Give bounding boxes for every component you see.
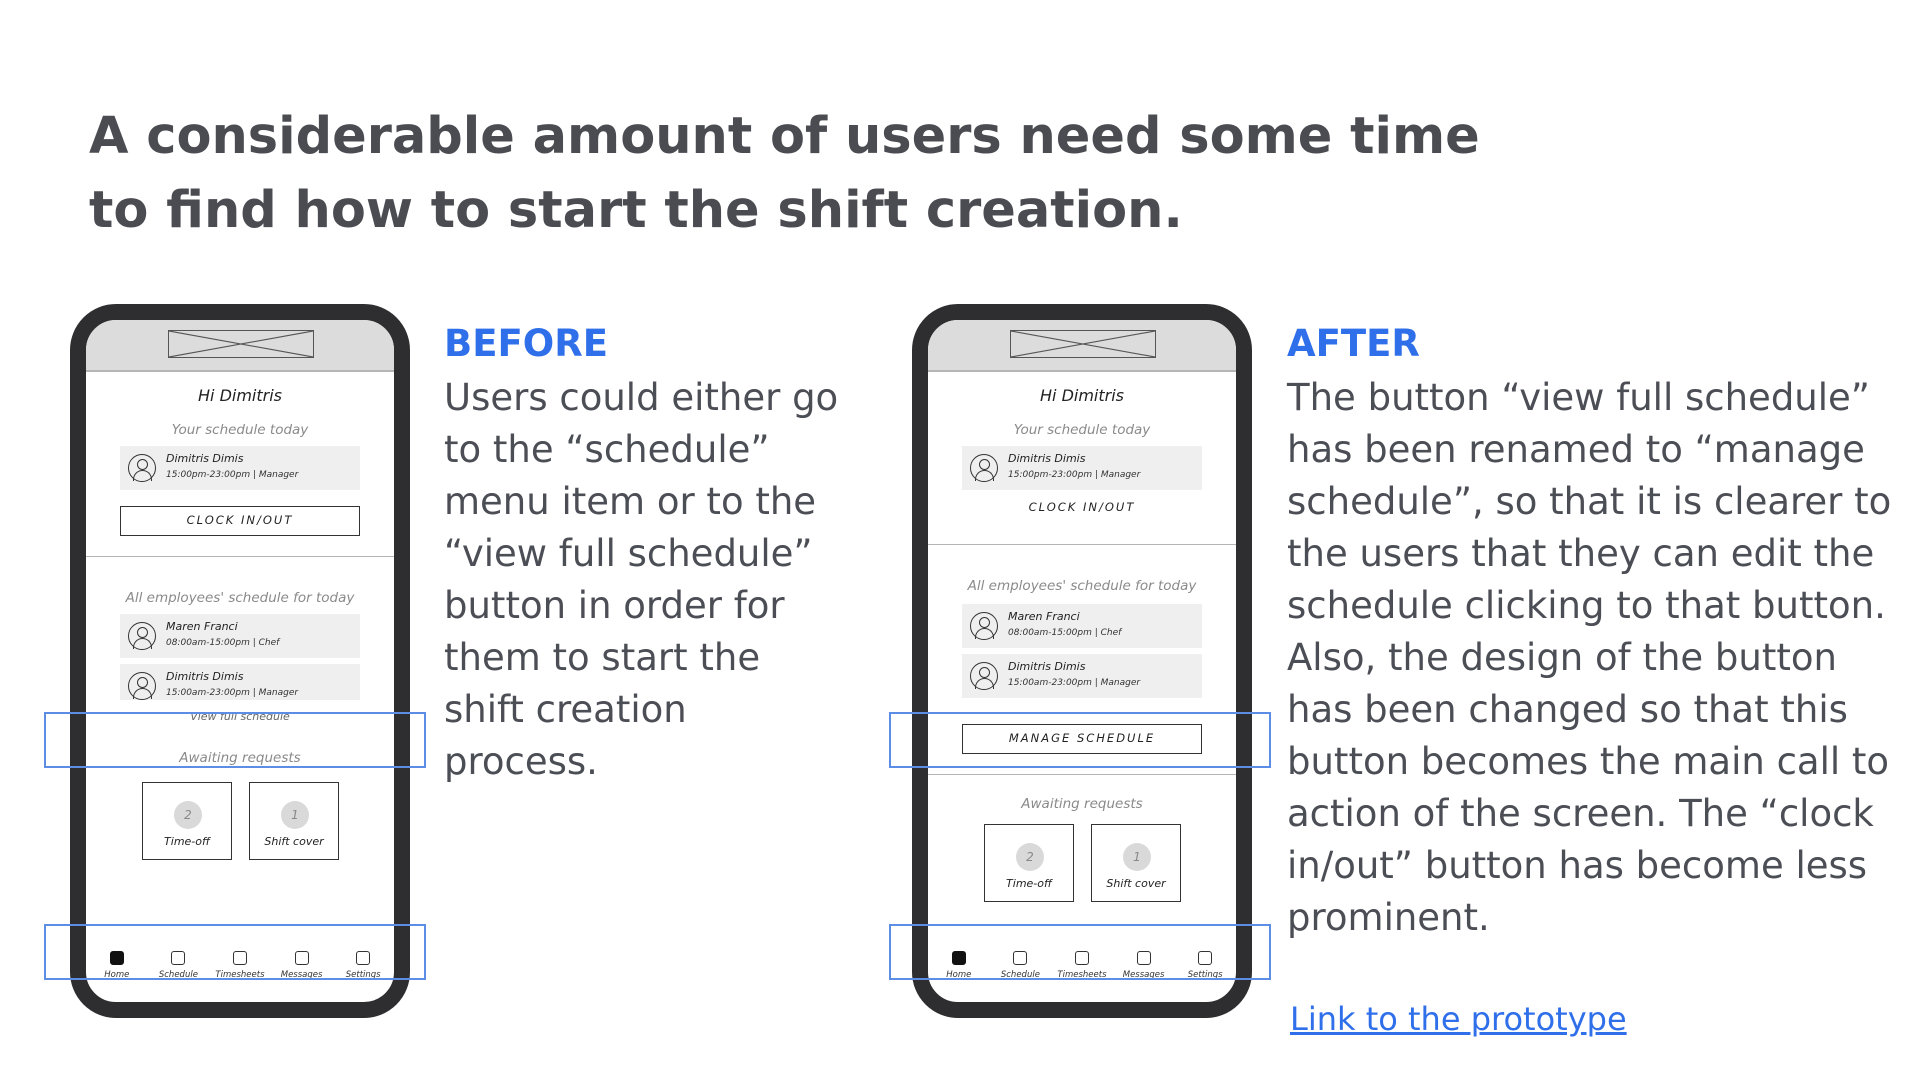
request-label: Time-off <box>164 835 210 848</box>
nav-item-home[interactable]: Home <box>929 943 989 980</box>
greeting: Hi Dimitris <box>198 386 282 405</box>
request-count-badge: 1 <box>281 801 309 829</box>
employee-detail: 15:00am-23:00pm | Manager <box>166 688 299 698</box>
awaiting-requests-label: Awaiting requests <box>1021 796 1143 812</box>
employee-name: Dimitris Dimis <box>1008 660 1086 673</box>
after-description: The button “view full schedule” has been renamed to “manage schedule”, so that it is clearer to the users that they can edit the schedule clicking to that button. Also, the design of the button has been changed so that this button becomes the main call to action of the screen. The “clock in/out” button has become less prominent. <box>1287 376 1892 939</box>
avatar-icon <box>970 662 998 690</box>
divider <box>86 556 394 557</box>
image-placeholder-icon <box>168 330 314 358</box>
request-count-badge: 2 <box>1016 843 1044 871</box>
time-off-request-card[interactable] <box>984 824 1074 902</box>
highlight-bottom-nav <box>889 924 1271 980</box>
nav-item-settings[interactable]: Settings <box>333 943 393 980</box>
schedule-today-label: Your schedule today <box>1013 422 1151 438</box>
nav-item-schedule[interactable]: Schedule <box>990 943 1050 980</box>
image-placeholder-icon <box>1010 330 1156 358</box>
request-label: Shift cover <box>1106 877 1166 890</box>
avatar-icon <box>970 454 998 482</box>
employee-detail: 15:00am-23:00pm | Manager <box>1008 678 1141 688</box>
nav-item-timesheets[interactable]: Timesheets <box>210 943 270 980</box>
employee-detail: 08:00am-15:00pm | Chef <box>1008 628 1122 638</box>
shift-cover-request-card[interactable] <box>1091 824 1181 902</box>
avatar-icon <box>970 612 998 640</box>
phone-before <box>70 304 410 1018</box>
image-placeholder-header <box>86 320 394 372</box>
clock-in-out-button[interactable]: CLOCK IN/OUT <box>1028 500 1136 514</box>
home-indicator <box>1023 1004 1141 1008</box>
employee-card[interactable] <box>962 654 1202 698</box>
shift-detail: 15:00pm-23:00pm | Manager <box>166 470 299 480</box>
shift-cover-request-card[interactable] <box>249 782 339 860</box>
avatar-icon <box>128 622 156 650</box>
nav-item-messages[interactable]: Messages <box>1114 943 1174 980</box>
schedule-today-label: Your schedule today <box>171 422 309 438</box>
employee-detail: 08:00am-15:00pm | Chef <box>166 638 280 648</box>
employee-card[interactable] <box>120 614 360 658</box>
employee-card[interactable] <box>120 664 360 700</box>
employee-name: Dimitris Dimis <box>166 670 244 683</box>
shift-name: Dimitris Dimis <box>1008 452 1086 465</box>
prototype-link[interactable]: Link to the prototype <box>1290 1000 1627 1038</box>
avatar-icon <box>128 672 156 700</box>
slide-headline: A considerable amount of users need some time to find how to start the shift creation. <box>89 107 1480 240</box>
greeting: Hi Dimitris <box>1040 386 1124 405</box>
image-placeholder-header <box>928 320 1236 372</box>
shift-name: Dimitris Dimis <box>166 452 244 465</box>
nav-item-messages[interactable]: Messages <box>272 943 332 980</box>
nav-item-schedule[interactable]: Schedule <box>148 943 208 980</box>
divider <box>928 774 1236 775</box>
my-shift-card[interactable] <box>120 446 360 490</box>
nav-item-home[interactable]: Home <box>87 943 147 980</box>
nav-item-settings[interactable]: Settings <box>1175 943 1235 980</box>
employee-card[interactable] <box>962 604 1202 648</box>
before-description: Users could either go to the “schedule” menu item or to the “view full schedule” button in order for them to start the shift creation process. <box>444 376 839 783</box>
divider <box>928 544 1236 545</box>
request-label: Time-off <box>1006 877 1052 890</box>
all-employees-label: All employees' schedule for today <box>125 590 355 606</box>
before-heading: BEFORE <box>444 322 608 365</box>
highlight-manage-schedule <box>889 712 1271 768</box>
view-full-schedule-link[interactable]: View full schedule <box>190 710 290 723</box>
time-off-request-card[interactable] <box>142 782 232 860</box>
request-label: Shift cover <box>264 835 324 848</box>
highlight-view-full-schedule <box>44 712 426 768</box>
awaiting-requests-label: Awaiting requests <box>179 750 301 766</box>
after-heading: AFTER <box>1287 322 1420 365</box>
nav-item-timesheets[interactable]: Timesheets <box>1052 943 1112 980</box>
employee-name: Maren Franci <box>1008 610 1080 623</box>
clock-in-out-button[interactable]: CLOCK IN/OUT <box>120 506 360 536</box>
home-indicator <box>181 1004 299 1008</box>
shift-detail: 15:00pm-23:00pm | Manager <box>1008 470 1141 480</box>
highlight-bottom-nav <box>44 924 426 980</box>
avatar-icon <box>128 454 156 482</box>
all-employees-label: All employees' schedule for today <box>967 578 1197 594</box>
my-shift-card[interactable] <box>962 446 1202 490</box>
request-count-badge: 2 <box>174 801 202 829</box>
manage-schedule-button[interactable]: MANAGE SCHEDULE <box>962 724 1202 754</box>
employee-name: Maren Franci <box>166 620 238 633</box>
phone-after <box>912 304 1252 1018</box>
request-count-badge: 1 <box>1123 843 1151 871</box>
